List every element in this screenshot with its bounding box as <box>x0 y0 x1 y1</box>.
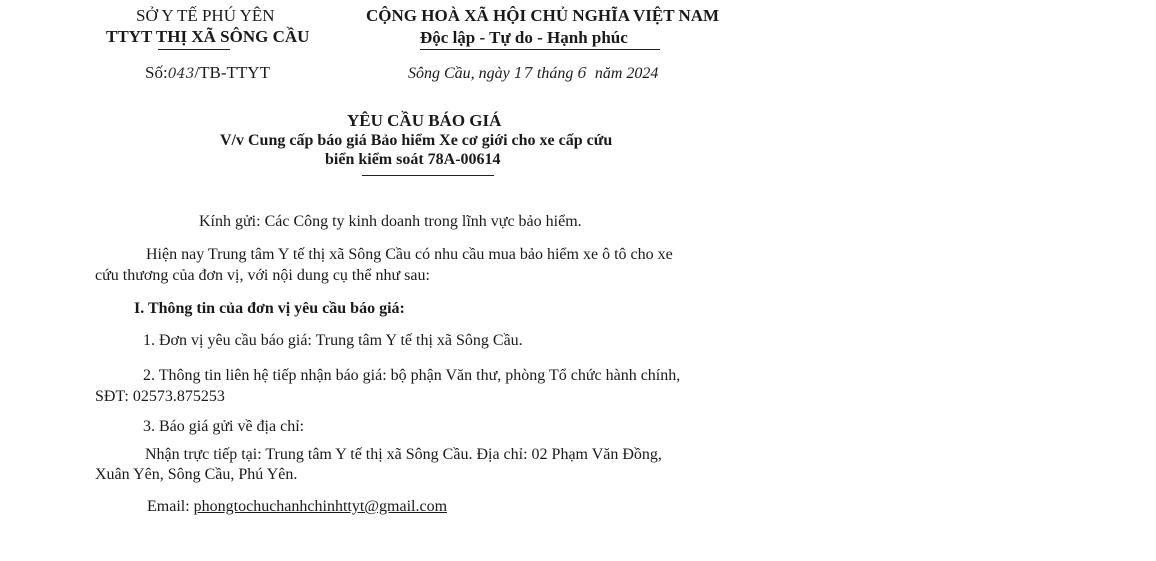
section-heading: I. Thông tin của đơn vị yêu cầu báo giá: <box>134 300 405 317</box>
email-link[interactable]: phongtochuchanhchinhttyt@gmail.com <box>193 498 448 515</box>
parent-organization: SỞ Y TẾ PHÚ YÊN <box>136 6 275 25</box>
national-motto: Độc lập - Tự do - Hạnh phúc <box>420 28 628 47</box>
list-item-2-line-1: 2. Thông tin liên hệ tiếp nhận báo giá: bộ phận Văn thư, phòng Tổ chức hành chính, <box>143 367 681 384</box>
document-number-handwritten: 043 <box>167 66 195 82</box>
address-line-2: Xuân Yên, Sông Cầu, Phú Yên. <box>95 466 298 483</box>
document-number-suffix: /TB-TTYT <box>194 63 270 82</box>
date-year: năm 2024 <box>594 65 659 82</box>
address-line-1: Nhận trực tiếp tại: Trung tâm Y tế thị xã Sông Cầu. Địa chỉ: 02 Phạm Văn Đồng, <box>145 446 662 463</box>
date-month-handwritten: 6 <box>577 64 587 82</box>
org-underline-divider <box>158 49 230 50</box>
email-label: Email: <box>147 498 190 515</box>
list-item-1: 1. Đơn vị yêu cầu báo giá: Trung tâm Y tế thị xã Sông Cầu. <box>143 332 523 349</box>
national-title: CỘNG HOÀ XÃ HỘI CHỦ NGHĨA VIỆT NAM <box>366 6 720 25</box>
issuing-organization: TTYT THỊ XÃ SÔNG CẦU <box>106 27 310 46</box>
document-title: YÊU CẦU BÁO GIÁ <box>347 111 502 130</box>
date-place: Sông Cầu, ngày <box>408 65 510 82</box>
document-number-prefix: Số: <box>145 63 168 82</box>
intro-paragraph-line-1: Hiện nay Trung tâm Y tế thị xã Sông Cầu có nhu cầu mua bảo hiểm xe ô tô cho xe <box>146 246 673 263</box>
subject-underline-divider <box>362 175 494 176</box>
subject-line-1: V/v Cung cấp báo giá Bảo hiểm Xe cơ giới cho xe cấp cứu <box>220 132 613 149</box>
list-item-2-line-2: SĐT: 02573.875253 <box>95 388 225 405</box>
date-line <box>408 64 658 83</box>
list-item-3: 3. Báo giá gửi về địa chỉ: <box>143 418 305 435</box>
document-number <box>145 63 270 83</box>
subject-line-2: biển kiểm soát 78A-00614 <box>325 151 501 168</box>
intro-paragraph-line-2: cứu thương của đơn vị, với nội dung cụ thể như sau: <box>95 267 430 284</box>
date-day-handwritten: 17 <box>513 64 533 82</box>
motto-underline-divider <box>420 49 660 50</box>
date-month-label: tháng <box>536 65 574 82</box>
recipient-line: Kính gửi: Các Công ty kinh doanh trong lĩnh vực bảo hiểm. <box>199 213 582 230</box>
email-line <box>147 498 447 516</box>
